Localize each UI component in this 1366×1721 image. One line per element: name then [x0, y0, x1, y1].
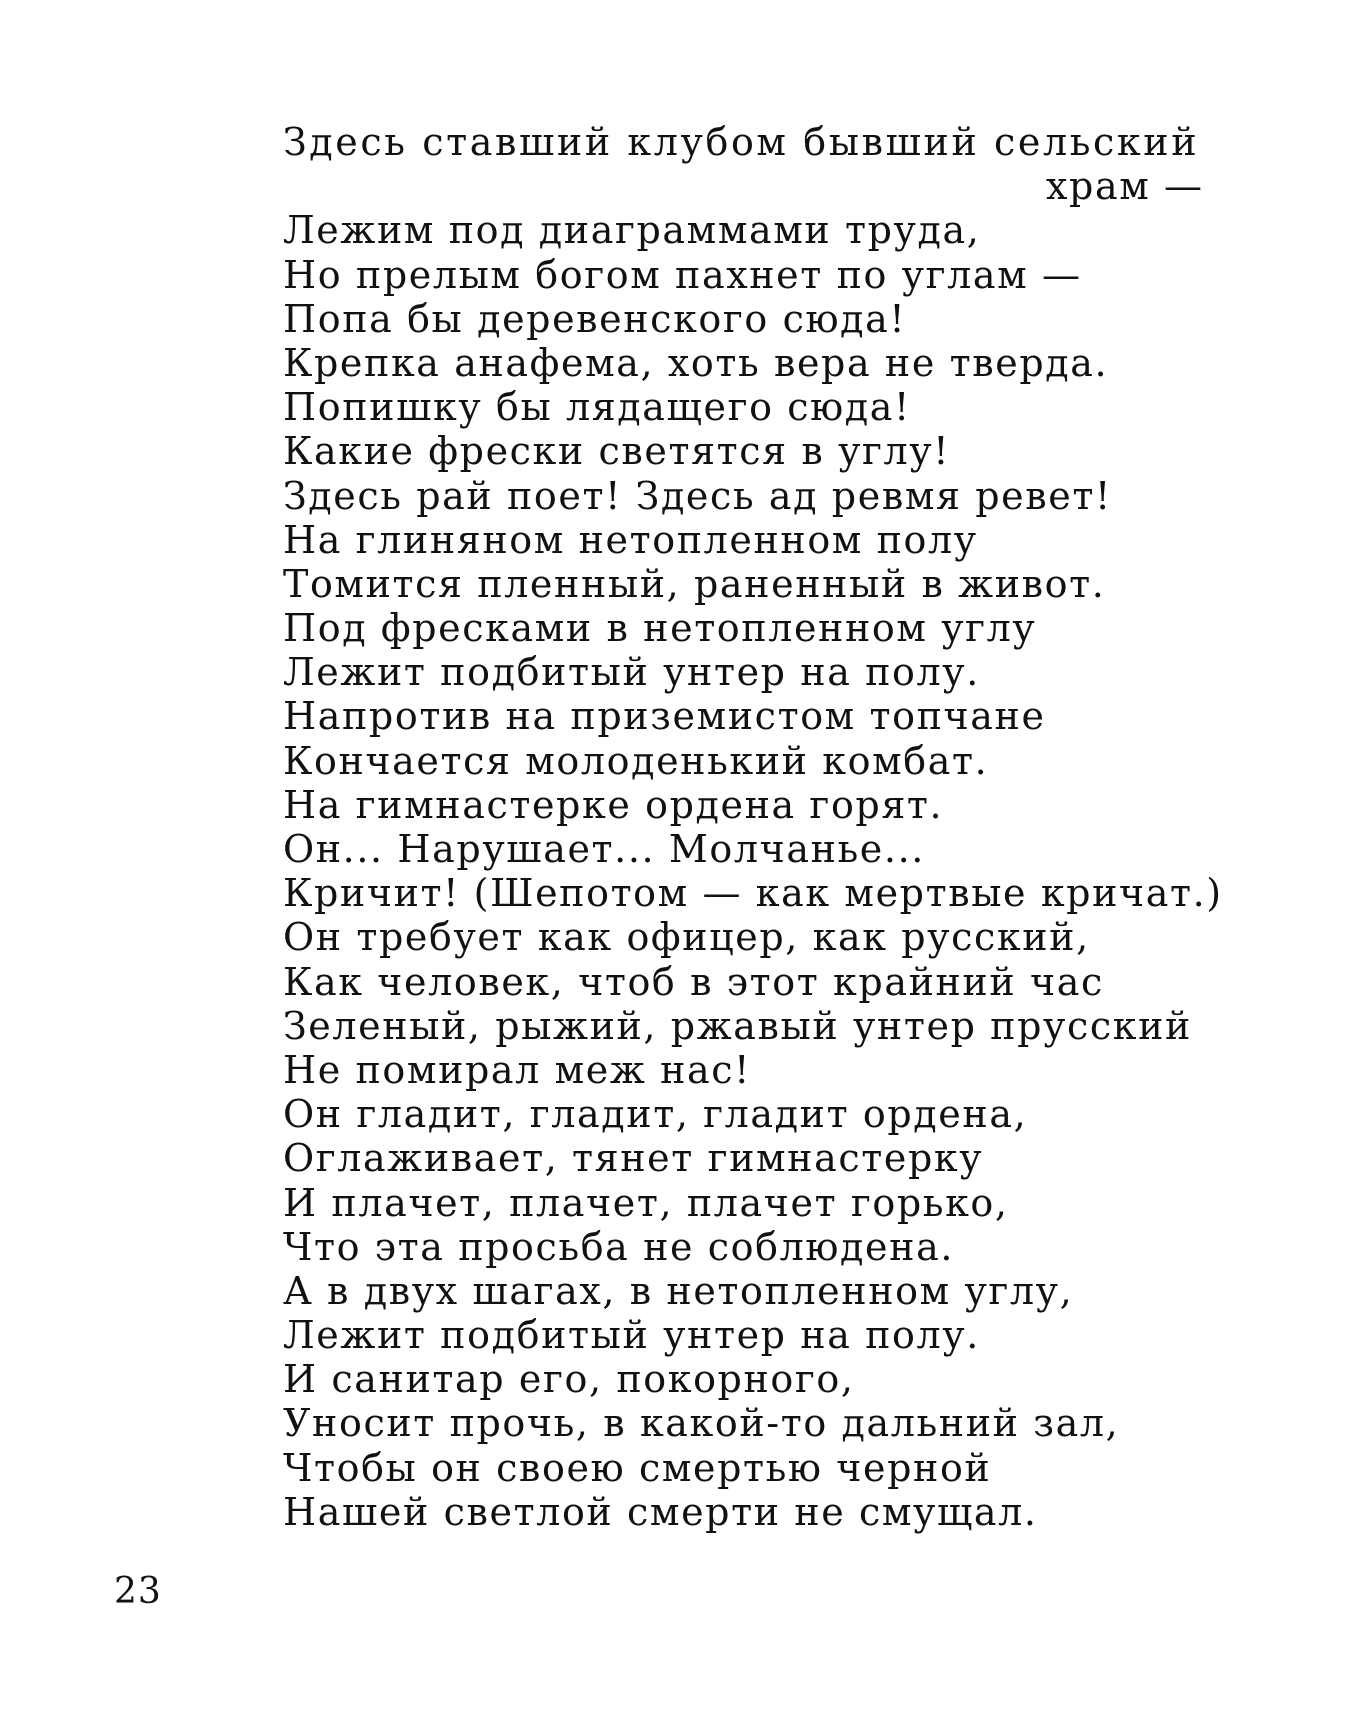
poem-line: Оглаживает, тянет гимнастерку: [283, 1136, 984, 1181]
poem-line: На гимнастерке ордена горят.: [283, 782, 944, 827]
poem-line: Что эта просьба не соблюдена.: [283, 1224, 955, 1269]
poem-line: И плачет, плачет, плачет горько,: [283, 1180, 1009, 1225]
poem-line: Здесь ставший клубом бывший сельский: [283, 120, 1200, 164]
poem-line: Какие фрески светятся в углу!: [283, 429, 951, 474]
poem-line: Лежит подбитый унтер на полу.: [283, 1313, 980, 1358]
poem-line: Попишку бы лядащего сюда!: [283, 385, 911, 430]
poem-line: Но прелым богом пахнет по углам —: [283, 252, 1082, 297]
poem-line: Как человек, чтоб в этот крайний час: [283, 959, 1104, 1004]
poem-line: Под фресками в нетопленном углу: [283, 606, 1037, 651]
poem-line: Лежим под диаграммами труда,: [283, 208, 981, 253]
poem-line: И санитар его, покорного,: [283, 1357, 855, 1402]
poem-line: Лежит подбитый унтер на полу.: [283, 650, 980, 695]
poem-line: Не помирал меж нас!: [283, 1047, 752, 1092]
poem-line: Кончается молоденький комбат.: [283, 738, 989, 783]
poem-line: Напротив на приземистом топчане: [283, 694, 1046, 739]
poem-line: Уносит прочь, в какой-то дальний зал,: [283, 1401, 1120, 1446]
poem-line: Он требует как офицер, как русский,: [283, 915, 1090, 960]
poem-line: Он... Нарушает... Молчанье...: [283, 827, 925, 871]
poem-line: Зеленый, рыжий, ржавый унтер прусский: [283, 1003, 1192, 1048]
poem-line: Чтобы он своею смертью черной: [283, 1445, 992, 1490]
poem-line: Томится пленный, раненный в живот.: [283, 561, 1106, 606]
poem-line: Крепка анафема, хоть вера не тверда.: [283, 340, 1109, 385]
poem-line: А в двух шагах, в нетопленном углу,: [283, 1268, 1074, 1313]
page-number: 23: [114, 1571, 162, 1612]
poem-line: Здесь рай поет! Здесь ад ревмя ревет!: [283, 473, 1112, 518]
poem-line: Попа бы деревенского сюда!: [283, 296, 907, 341]
poem-line: На глиняном нетопленном полу: [283, 517, 978, 562]
poem-line: Кричит! (Шепотом — как мертвые кричат.): [283, 871, 1223, 916]
poem-line-continuation: храм —: [1046, 164, 1204, 209]
poem-line: Он гладит, гладит, гладит ордена,: [283, 1092, 1028, 1137]
poem-text: [283, 120, 1223, 1534]
poem-line: Нашей светлой смерти не смущал.: [283, 1489, 1038, 1534]
